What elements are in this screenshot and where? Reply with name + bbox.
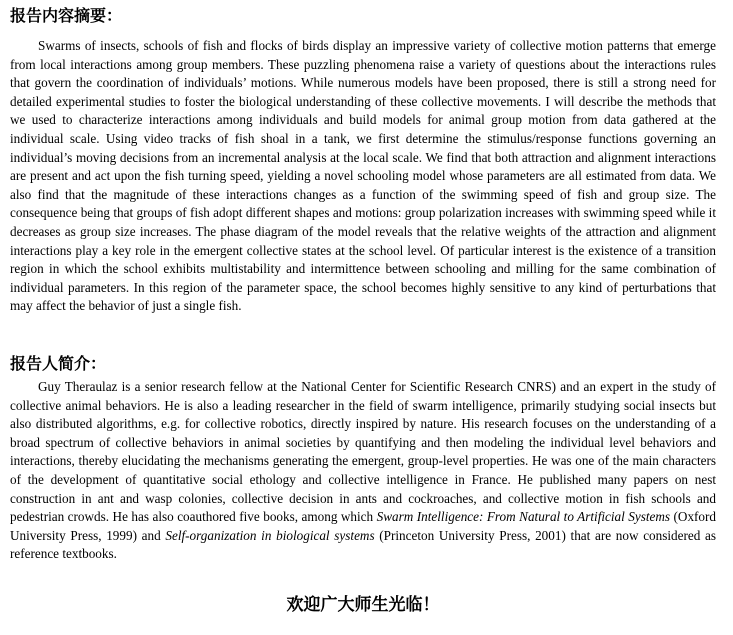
book-title-self-organization: Self-organization in biological systems [165,527,375,543]
abstract-heading: 报告内容摘要： [10,6,123,25]
bio-text-main: Guy Theraulaz is a senior research fellow at the National Center for Scientific Research CNRS) and an expert in the study of collective animal behaviors. He is also a leading researcher in the field of swarm intelligence, primarily studying social insects but also distributed algorithms, e.g. for collective robotics, directly inspired by nature. His research focuses on the understanding of a broad spectrum of collective behaviors in animal societies by quantifying and then modeling the individual level behaviors and interactions, thereby elucidating the mechanisms generating the emergent, group-level properties. He was one of the main characters of the development of quantitative social ethology and collective intelligence in France. He published many papers on nest construction in ant and wasp colonies, collective decision in ants and cockroaches, and collective motion in fish schools and pedestrian crowds. He has also coauthored five books, among which [10,379,716,525]
welcome-message: 欢迎广大师生光临！ [286,595,440,615]
speaker-bio-paragraph [10,378,716,564]
book-publisher-oxford: (Oxford University Press, 1999) and [10,509,717,543]
speaker-bio-heading: 报告人简介： [10,354,107,373]
book-title-swarm-intelligence: Swarm Intelligence: From Natural to Artificial Systems [376,509,671,525]
abstract-paragraph: Swarms of insects, schools of fish and flocks of birds display an impressive variety of collective motion patterns that emerge from local interactions among group members. These puzzling phenomena raise a variety of questions about the interactions rules that govern the coordination of individuals’ motions. While numerous models have been proposed, there is still a strong need for detailed experimental studies to foster the biological understanding of these collective movements. I will describe the methods that we used to characterize interactions among individuals and build models for animal group motion from data gathered at the individual scale. Using video tracks of fish shoal in a tank, we first determine the stimulus/response functions governing an individual’s moving decisions from an incremental analysis at the local scale. We find that both attraction and alignment interactions are present and act upon the fish turning speed, yielding a novel schooling model whose parameters are all estimated from data. We also find that the magnitude of these interactions changes as a function of the swimming speed of fish and group size. The consequence being that groups of fish adopt different shapes and motions: group polarization increases with swimming speed while it decreases as group size increases. The phase diagram of the model reveals that the relative weights of the attraction and alignment interactions play a key role in the emergent collective states at the school level. Of particular interest is the existence of a transition region in which the school exhibits multistability and intermittence between schooling and milling for the same combination of individual parameters. In this region of the parameter space, the school becomes highly sensitive to any kind of perturbations that may affect the behavior of just a single fish. [10,38,716,314]
book-publisher-princeton: (Princeton University Press, 2001) that are now considered as reference textbooks. [10,527,716,562]
